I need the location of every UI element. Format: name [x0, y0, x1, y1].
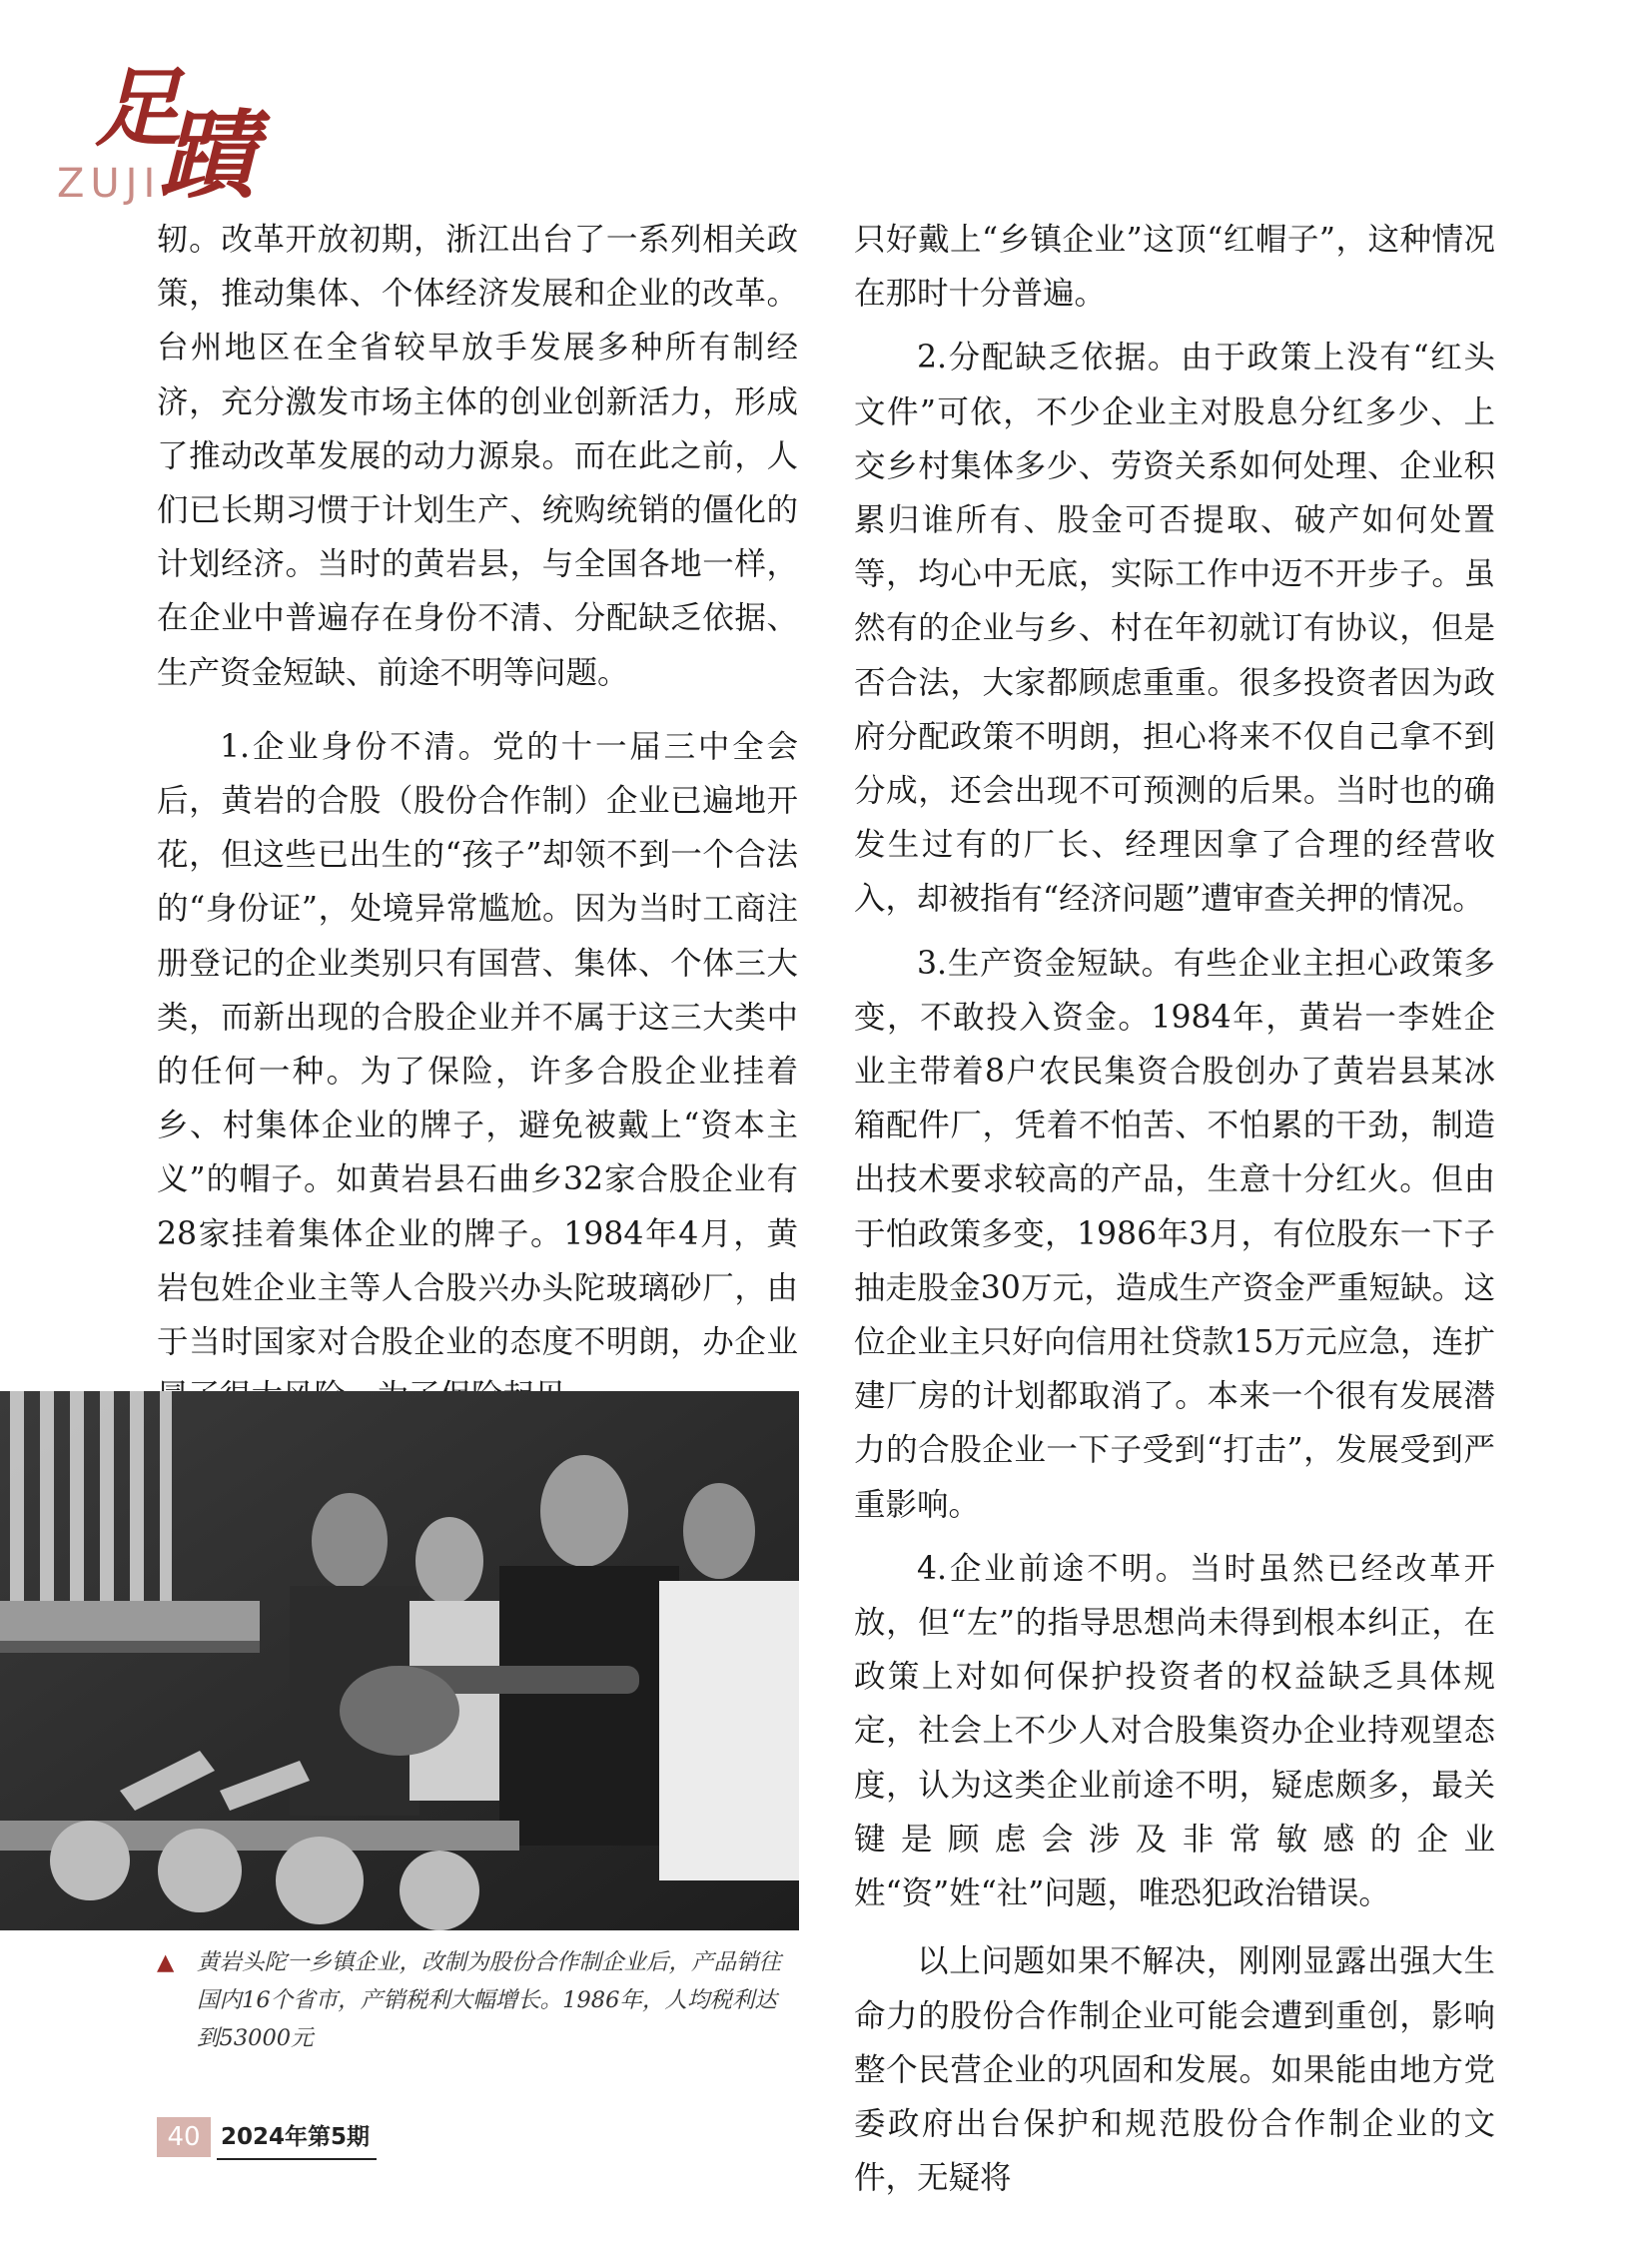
paragraph-distribution: 2.分配缺乏依据。由于政策上没有“红头文件”可依，不少企业主对股息分红多少、上交乡村集体多少、劳资关系如何处理、企业积累归谁所有、股金可否提取、破产如何处置等，均心中无底，实际工作中迈不开步子。虽然有的企业与乡、村在年初就订有协议，但是否合法，大家都顾虑重重。很多投资者因为政府分配政策不明朗，担心将来不仅自己拿不到分成，还会出现不可预测的后果。当时也的确发生过有的厂长、经理因拿了合理的经营收入，却被指有“经济问题”遭审查关押的情况。	[854, 340, 1495, 918]
factory-workers-photo	[0, 1391, 799, 1930]
footer-rule	[217, 2158, 377, 2160]
caption-triangle-icon: ▲	[157, 1949, 175, 1975]
issue-label: 2024年第5期	[221, 2124, 371, 2150]
paragraph-conclusion: 以上问题如果不解决，刚刚显露出强大生命力的股份合作制企业可能会遭到重创，影响整个民营企业的巩固和发展。如果能由地方党委政府出台保护和规范股份合作制企业的文件，无疑将	[854, 1943, 1495, 2197]
photo-caption	[157, 1943, 798, 2057]
right-text-column	[854, 213, 1495, 2205]
paragraph-intro: 轫。改革开放初期，浙江出台了一系列相关政策，推动集体、个体经济发展和企业的改革。台州地区在全省较早放手发展多种所有制经济，充分激发市场主体的创业创新活力，形成了推动改革发展的动力源泉。而在此之前，人们已长期习惯于计划生产、统购统销的僵化的计划经济。当时的黄岩县，与全国各地一样，在企业中普遍存在身份不清、分配缺乏依据、生产资金短缺、前途不明等问题。	[157, 222, 798, 691]
paragraph-funding-shortage: 3.生产资金短缺。有些企业主担心政策多变，不敢投入资金。1984年，黄岩一李姓企业主带着8户农民集资合股创办了黄岩县某冰箱配件厂，凭着不怕苦、不怕累的干劲，制造出技术要求较高的产品，生意十分红火。但由于怕政策多变，1986年3月，有位股东一下子抽走股金30万元，造成生产资金严重短缺。这位企业主只好向信用社贷款15万元应急，连扩建厂房的计划都取消了。本来一个很有发展潜力的合股企业一下子受到“打击”，发展受到严重影响。	[854, 945, 1495, 1523]
logo-latin-text: ZUJI	[57, 161, 162, 207]
caption-text: 黄岩头陀一乡镇企业，改制为股份合作制企业后，产品销往国内16个省市，产销税利大幅增长。1986年，人均税利达到53000元	[197, 1949, 782, 2051]
paragraph-red-hat: 只好戴上“乡镇企业”这顶“红帽子”，这种情况在那时十分普遍。	[854, 222, 1495, 313]
page-number: 40	[157, 2117, 211, 2157]
left-text-column	[157, 213, 798, 1423]
paragraph-identity-unclear: 1.企业身份不清。党的十一届三中全会后，黄岩的合股（股份合作制）企业已遍地开花，但这些已出生的“孩子”却领不到一个合法的“身份证”，处境异常尴尬。因为当时工商注册登记的企业类别只有国营、集体、个体三大类，而新出现的合股企业并不属于这三大类中的任何一种。为了保险，许多合股企业挂着乡、村集体企业的牌子，避免被戴上“资本主义”的帽子。如黄岩县石曲乡32家合股企业有28家挂着集体企业的牌子。1984年4月，黄岩包姓企业主等人合股兴办头陀玻璃砂厂，由于当时国家对合股企业的态度不明朗，办企业	[157, 728, 798, 1361]
photo-illustration	[0, 1391, 799, 1930]
logo-char-ji: 蹟	[160, 99, 256, 212]
paragraph-future-unclear: 4.企业前途不明。当时虽然已经改革开放，但“左”的指导思想尚未得到根本纠正，在政策上对如何保护投资者的权益缺乏具体规定，社会上不少人对合股集资办企业持观望态度，认为这类企业前途不明，疑虑颇多，最关键是顾虑会涉及非常敏感的企业姓“资”姓“社”问题，唯恐犯政治错误。	[854, 1550, 1495, 1912]
logo-char-zu: 足	[95, 58, 181, 159]
magazine-logo	[55, 58, 256, 212]
